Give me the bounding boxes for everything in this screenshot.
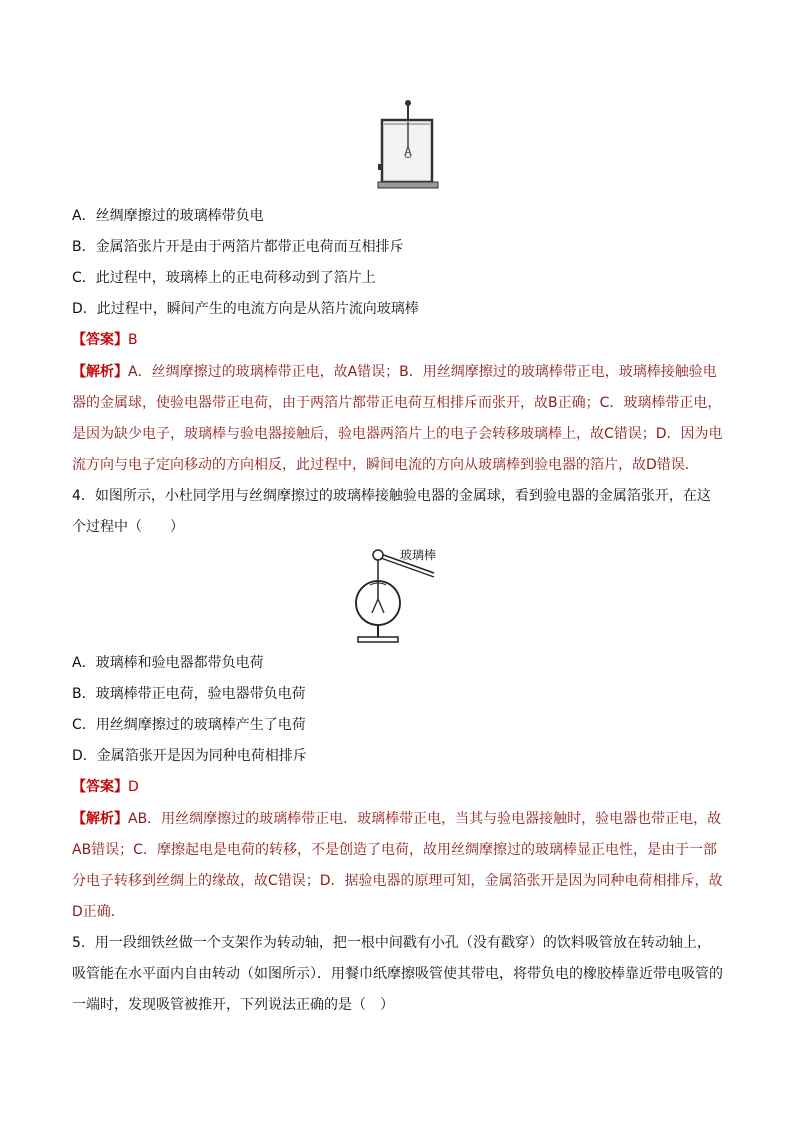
q5-stem: 5．用一段细铁丝做一个支架作为转动轴，把一根中间戳有小孔（没有戳穿）的饮料吸管放在转动轴上，吸管能在水平面内自由转动（如图所示）．用餐巾纸摩擦吸管使其带电，将带负电的橡胶棒靠近带电吸管的一端时，发现吸管被推开，下列说法正确的是（ ） [72, 935, 723, 1013]
q4-option-d: D．金属箔张开是因为同种电荷相排斥 [72, 748, 307, 764]
q4-answer [72, 778, 139, 796]
q4-option-b: B．玻璃棒带正电荷，验电器带负电荷 [72, 686, 306, 702]
q3-analysis-text: A．丝绸摩擦过的玻璃棒带正电，故A错误；B．用丝绸摩擦过的玻璃棒带正电，玻璃棒接触验电器的金属球，使验电器带正电荷，由于两箔片都带正电荷互相排斥而张开，故B正确；C．玻璃棒带正电，是因为缺少电子，玻璃棒与验电器接触后，验电器两箔片上的电子会转移玻璃棒上，故C错误；D．因为电流方向与电子定向移动的方向相反，此过程中，瞬间电流的方向从玻璃棒到验电器的箔片，故D错误． [72, 364, 723, 473]
q3-analysis [72, 357, 724, 481]
q3-option-b: B．金属箔张片开是由于两箔片都带正电荷而互相排斥 [72, 239, 404, 255]
q3-option-a: A．丝绸摩擦过的玻璃棒带负电 [72, 208, 264, 224]
q3-option-d: D．此过程中，瞬间产生的电流方向是从箔片流向玻璃棒 [72, 301, 419, 317]
q3-option-c: C．此过程中，玻璃棒上的正电荷移动到了箔片上 [72, 270, 376, 286]
electroscope-box-figure [370, 98, 442, 192]
q4-option-c: C．用丝绸摩擦过的玻璃棒产生了电荷 [72, 717, 306, 733]
q4-analysis-tag: 【解析】 [72, 811, 128, 827]
q4-answer-tag: 【答案】 [72, 779, 128, 795]
q4-analysis-text: AB．用丝绸摩擦过的玻璃棒带正电．玻璃棒带正电，当其与验电器接触时，验电器也带正电，故AB错误；C．摩擦起电是电荷的转移，不是创造了电荷，故用丝绸摩擦过的玻璃棒显正电性，是由于一部分电子转移到丝绸上的缘故，故C错误；D．据验电器的原理可知，金属箔张开是因为同种电荷相排斥，故D正确． [72, 811, 723, 920]
q3-answer-value: B [128, 332, 138, 348]
glass-rod-label: 玻璃棒 [400, 548, 437, 562]
q4-option-a: A．玻璃棒和验电器都带负电荷 [72, 655, 264, 671]
q4-answer-value: D [128, 779, 139, 795]
q4-stem: 4．如图所示，小杜同学用与丝绸摩擦过的玻璃棒接触验电器的金属球，看到验电器的金属箔张开，在这个过程中（ ） [72, 488, 711, 535]
q4-analysis [72, 804, 724, 928]
q3-analysis-tag: 【解析】 [72, 364, 128, 380]
q3-answer [72, 331, 138, 349]
q3-answer-tag: 【答案】 [72, 332, 128, 348]
